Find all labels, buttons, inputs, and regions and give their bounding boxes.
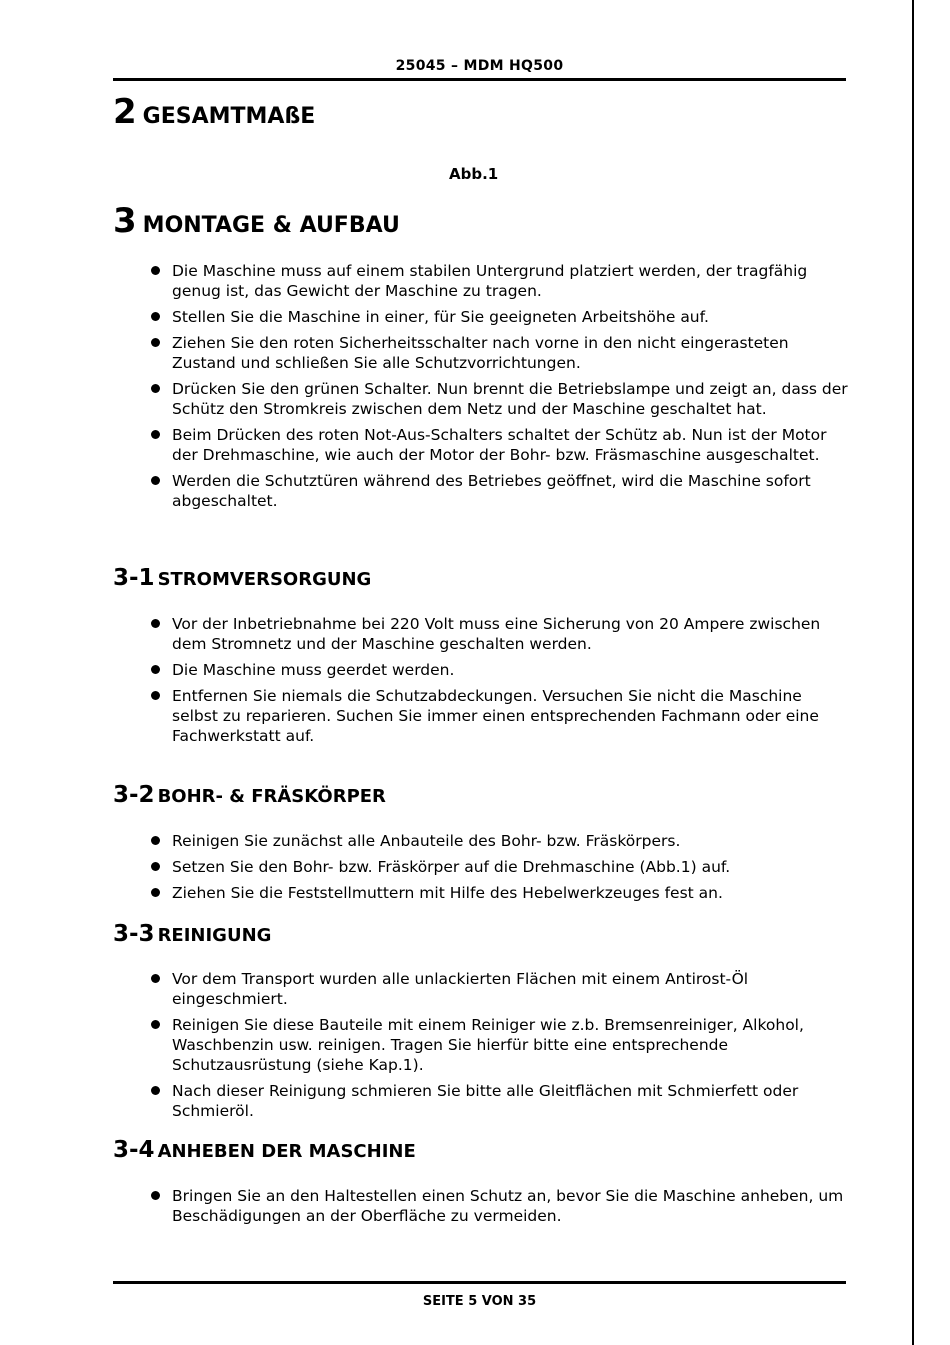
- list-item: Drücken Sie den grünen Schalter. Nun brennt die Betriebslampe und zeigt an, dass der Schütz den Stromkreis zwischen dem Netz und der Maschine geschaltet hat.: [150, 379, 850, 419]
- section-number: 3-1: [113, 565, 155, 591]
- list-item: Stellen Sie die Maschine in einer, für Sie geeigneten Arbeitshöhe auf.: [150, 307, 850, 327]
- section-number: 3: [113, 201, 137, 241]
- page-edge-rule: [912, 0, 914, 1345]
- document-header: 25045 – MDM HQ500: [395, 58, 564, 74]
- section-title: BOHR- & FRÄSKÖRPER: [157, 786, 386, 807]
- section-number: 2: [113, 92, 137, 132]
- list-item: Bringen Sie an den Haltestellen einen Schutz an, bevor Sie die Maschine anheben, um Beschädigungen an der Oberfläche zu vermeiden.: [150, 1186, 850, 1226]
- section-3-3-list: [150, 969, 850, 1127]
- list-item: Vor der Inbetriebnahme bei 220 Volt muss eine Sicherung von 20 Ampere zwischen dem Stromnetz und der Maschine geschalten werden.: [150, 614, 850, 654]
- list-item: Setzen Sie den Bohr- bzw. Fräskörper auf die Drehmaschine (Abb.1) auf.: [150, 857, 850, 877]
- list-item: Beim Drücken des roten Not-Aus-Schalters schaltet der Schütz ab. Nun ist der Motor der Drehmaschine, wie auch der Motor der Bohr- bzw. Fräsmaschine ausgeschaltet.: [150, 425, 850, 465]
- section-2-heading: [113, 92, 315, 132]
- list-item: Die Maschine muss geerdet werden.: [150, 660, 850, 680]
- list-item: Werden die Schutztüren während des Betriebes geöffnet, wird die Maschine sofort abgeschaltet.: [150, 471, 850, 511]
- section-3-1-list: [150, 614, 850, 752]
- section-title: ANHEBEN DER MASCHINE: [157, 1141, 416, 1162]
- page-number: SEITE 5 VON 35: [422, 1294, 537, 1309]
- list-item: Reinigen Sie diese Bauteile mit einem Reiniger wie z.b. Bremsenreiniger, Alkohol, Waschbenzin usw. reinigen. Tragen Sie hierfür bitte eine entsprechende Schutzausrüstung (siehe Kap.1).: [150, 1015, 850, 1075]
- section-number: 3-2: [113, 782, 155, 808]
- section-3-heading: [113, 201, 400, 241]
- list-item: Vor dem Transport wurden alle unlackierten Flächen mit einem Antirost-Öl eingeschmiert.: [150, 969, 850, 1009]
- section-number: 3-4: [113, 1137, 155, 1163]
- section-title: REINIGUNG: [157, 925, 272, 946]
- list-item: Entfernen Sie niemals die Schutzabdeckungen. Versuchen Sie nicht die Maschine selbst zu reparieren. Suchen Sie immer einen entsprechenden Fachmann oder eine Fachwerkstatt auf.: [150, 686, 850, 746]
- section-number: 3-3: [113, 921, 155, 947]
- section-3-list: [150, 261, 850, 517]
- section-3-3-heading: [113, 921, 271, 947]
- section-3-1-heading: [113, 565, 371, 591]
- section-title: MONTAGE & AUFBAU: [142, 213, 400, 238]
- section-3-2-list: [150, 831, 850, 909]
- section-title: GESAMTMAßE: [142, 104, 316, 129]
- section-3-2-heading: [113, 782, 386, 808]
- figure-label: Abb.1: [449, 165, 499, 183]
- section-title: STROMVERSORGUNG: [157, 569, 372, 590]
- list-item: Reinigen Sie zunächst alle Anbauteile des Bohr- bzw. Fräskörpers.: [150, 831, 850, 851]
- list-item: Ziehen Sie den roten Sicherheitsschalter nach vorne in den nicht eingerasteten Zustand und schließen Sie alle Schutzvorrichtungen.: [150, 333, 850, 373]
- section-3-4-heading: [113, 1137, 416, 1163]
- list-item: Die Maschine muss auf einem stabilen Untergrund platziert werden, der tragfähig genug ist, das Gewicht der Maschine zu tragen.: [150, 261, 850, 301]
- list-item: Ziehen Sie die Feststellmuttern mit Hilfe des Hebelwerkzeuges fest an.: [150, 883, 850, 903]
- footer-divider: [113, 1281, 846, 1284]
- section-3-4-list: [150, 1186, 850, 1232]
- list-item: Nach dieser Reinigung schmieren Sie bitte alle Gleitflächen mit Schmierfett oder Schmieröl.: [150, 1081, 850, 1121]
- header-divider: [113, 78, 846, 81]
